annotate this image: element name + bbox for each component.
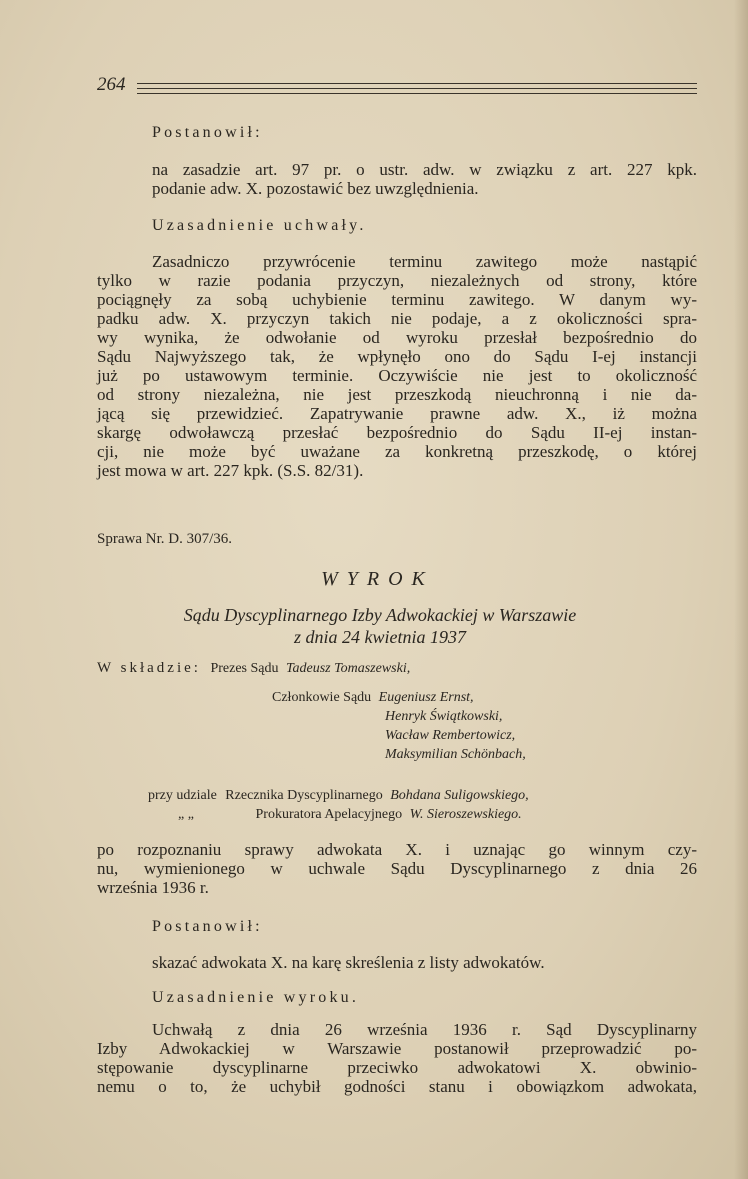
text-line: Uchwałą z dnia 26 września 1936 r. Sąd Dyscyplinarny: [152, 1020, 697, 1039]
text-line: już po ustawowym terminie. Oczywiście nie jest to okoliczność: [97, 366, 697, 385]
members-list: [272, 688, 672, 764]
reasons-paragraph: [97, 252, 697, 480]
composition-label: W składzie:: [97, 660, 201, 676]
text-line: nu, wymienionego w uchwale Sądu Dyscyplinarnego z dnia 26: [97, 859, 697, 878]
text-line: po rozpoznaniu sprawy adwokata X. i uznając go winnym czy-: [97, 840, 697, 859]
composition-line: [97, 660, 657, 677]
participation-prefix: „ „: [178, 807, 194, 822]
participation-name: Bohdana Suligowskiego,: [390, 788, 529, 803]
text-line: Izby Adwokackiej w Warszawie postanowił przeprowadzić po-: [97, 1039, 697, 1058]
text-line: padku adw. X. przyczyn takich nie podaje, a z okoliczności spra-: [97, 309, 697, 328]
text-line: Zasadniczo przywrócenie terminu zawitego może nastąpić: [152, 252, 697, 271]
decision-text: skazać adwokata X. na karę skreślenia z listy adwokatów.: [152, 953, 545, 972]
header-rule: [137, 93, 697, 94]
page-number: 264: [97, 74, 126, 95]
text-line: pociągnęły za sobą uchybienie terminu zawitego. W danym wy-: [97, 290, 697, 309]
participation-name: W. Sieroszewskiego.: [409, 807, 522, 822]
text-line: tylko w razie podania przyczyn, niezależnych od strony, które: [97, 271, 697, 290]
text-line: skargę odwoławczą przesłać bezpośrednio do Sądu II-ej instan-: [97, 423, 697, 442]
text-line: wy wynika, że odwołanie od wyroku przesłał bezpośrednio do: [97, 328, 697, 347]
text-line: Sądu Najwyższego tak, że wpłynęło ono do Sądu I-ej instancji: [97, 347, 697, 366]
participation-role: Rzecznika Dyscyplinarnego: [225, 788, 383, 803]
participation-role: Prokuratora Apelacyjnego: [255, 807, 403, 822]
member-name: Wacław Rembertowicz,: [385, 728, 516, 743]
participation-prefix: przy udziale: [148, 788, 217, 803]
court-name: [100, 604, 660, 648]
decision-heading: Postanowił:: [152, 918, 263, 935]
case-number: Sprawa Nr. D. 307/36.: [97, 531, 232, 547]
text-line: jest mowa w art. 227 kpk. (S.S. 82/31).: [97, 461, 364, 480]
text-line: nemu o to, że uchybił godności stanu i obowiązkom adwokata,: [97, 1077, 697, 1096]
text-line: od strony niezależna, nie jest przeszkodą nieuchronną i nie da-: [97, 385, 697, 404]
page-header: [97, 74, 697, 96]
text-line: jącą się przewidzieć. Zapatrywanie prawne adw. X., iż można: [97, 404, 697, 423]
text-line: na zasadzie art. 97 pr. o ustr. adw. w związku z art. 227 kpk.: [152, 160, 697, 179]
text-line: podanie adw. X. pozostawić bez uwzględnienia.: [152, 179, 479, 198]
member-name: Eugeniusz Ernst,: [378, 690, 474, 705]
text-line: września 1936 r.: [97, 878, 209, 897]
judgment-intro: [97, 840, 697, 897]
member-line: [272, 688, 672, 707]
reasons-paragraph: [97, 1020, 697, 1096]
decision-heading: Postanowił:: [152, 124, 263, 141]
reasons-heading: Uzasadnienie wyroku.: [152, 989, 360, 1006]
participation-list: [148, 786, 708, 824]
header-rule: [137, 83, 697, 84]
president-role: Prezes Sądu: [210, 661, 279, 676]
participation-line: [148, 786, 708, 805]
text-line: cji, nie może być uważane za konkretną przeszkodę, o której: [97, 442, 697, 461]
reasons-heading: Uzasadnienie uchwały.: [152, 217, 367, 234]
member-name: Maksymilian Schönbach,: [385, 747, 526, 762]
decision-text: [152, 160, 697, 198]
participation-line: [148, 805, 708, 824]
court-line: Sądu Dyscyplinarnego Izby Adwokackiej w Warszawie: [183, 605, 577, 625]
president-name: Tadeusz Tomaszewski,: [286, 661, 411, 676]
text-line: stępowanie dyscyplinarne przeciwko adwokatowi X. obwinio-: [97, 1058, 697, 1077]
header-rule: [137, 88, 697, 89]
members-role: Członkowie Sądu: [272, 690, 372, 705]
court-date: z dnia 24 kwietnia 1937: [294, 627, 466, 647]
judgment-title: W Y R O K: [321, 568, 427, 590]
member-name: Henryk Świątkowski,: [385, 709, 503, 724]
